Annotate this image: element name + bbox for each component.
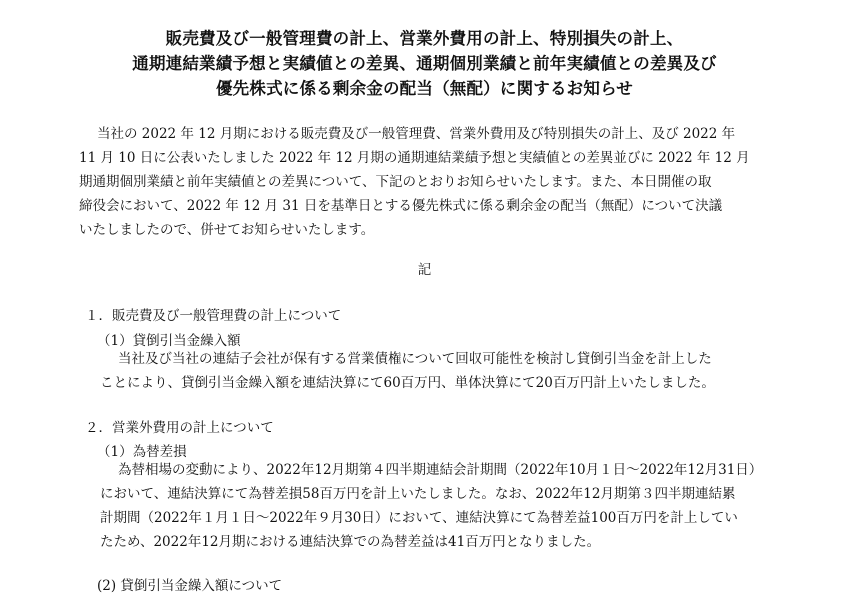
- section-2-sub-1-body: [100, 458, 763, 554]
- section-2-sub-2-heading: (2) 貸倒引当金繰入額について: [97, 578, 283, 594]
- intro-line-5: いたしましたので、併せてお知らせいたします。: [79, 222, 375, 238]
- document-title: [0, 26, 849, 101]
- intro-line-1: 当社の 2022 年 12 月期における販売費及び一般管理費、営業外費用及び特別損失の計上、及び 2022 年: [97, 126, 736, 142]
- section-2-heading: ２．営業外費用の計上について: [85, 420, 274, 436]
- section-1-sub-1-heading: （1）貸倒引当金繰入額: [97, 333, 241, 349]
- section-1-sub-1-body: [100, 347, 760, 395]
- intro-line-4: 締役会において、2022 年 12 月 31 日を基準日とする優先株式に係る剰余金の配当（無配）について決議: [79, 198, 723, 214]
- intro-line-3: 期通期個別業績と前年実績値との差異について、下記のとおりお知らせいたします。また、本日開催の取: [79, 174, 712, 190]
- section-2-body-line-2: において、連結決算にて為替差損58百万円を計上いたしました。なお、2022年12月期第３四半期連結累: [100, 486, 736, 502]
- title-line-3: 優先株式に係る剰余金の配当（無配）に関するお知らせ: [215, 79, 633, 98]
- section-2-body-line-3: 計期間（2022年１月１日～2022年９月30日）において、連結決算にて為替差益100百万円を計上してい: [100, 510, 738, 526]
- section-2-body-line-1: 為替相場の変動により、2022年12月期第４四半期連結会計期間（2022年10月１日～2022年12月31日）: [118, 462, 763, 478]
- section-2-body-line-4: たため、2022年12月期における連結決算での為替差益は41百万円となりました。: [100, 534, 601, 550]
- ki-mark: 記: [417, 262, 432, 278]
- title-line-2: 通期連結業績予想と実績値との差異、通期個別業績と前年実績値との差異及び: [132, 54, 717, 73]
- section-1-body-line-2: ことにより、貸倒引当金繰入額を連結決算にて60百万円、単体決算にて20百万円計上いたしました。: [100, 375, 715, 391]
- title-line-1: 販売費及び一般管理費の計上、営業外費用の計上、特別損失の計上、: [165, 29, 684, 48]
- section-1-body-line-1: 当社及び当社の連結子会社が保有する営業債権について回収可能性を検討し貸倒引当金を計上した: [118, 351, 712, 367]
- intro-paragraph: [79, 122, 769, 242]
- section-1-heading: １．販売費及び一般管理費の計上について: [85, 308, 342, 324]
- intro-line-2: 11 月 10 日に公表いたしました 2022 年 12 月期の通期連結業績予想と実績値との差異並びに 2022 年 12 月: [79, 150, 750, 166]
- section-2-sub-1-heading: （1）為替差損: [97, 444, 187, 460]
